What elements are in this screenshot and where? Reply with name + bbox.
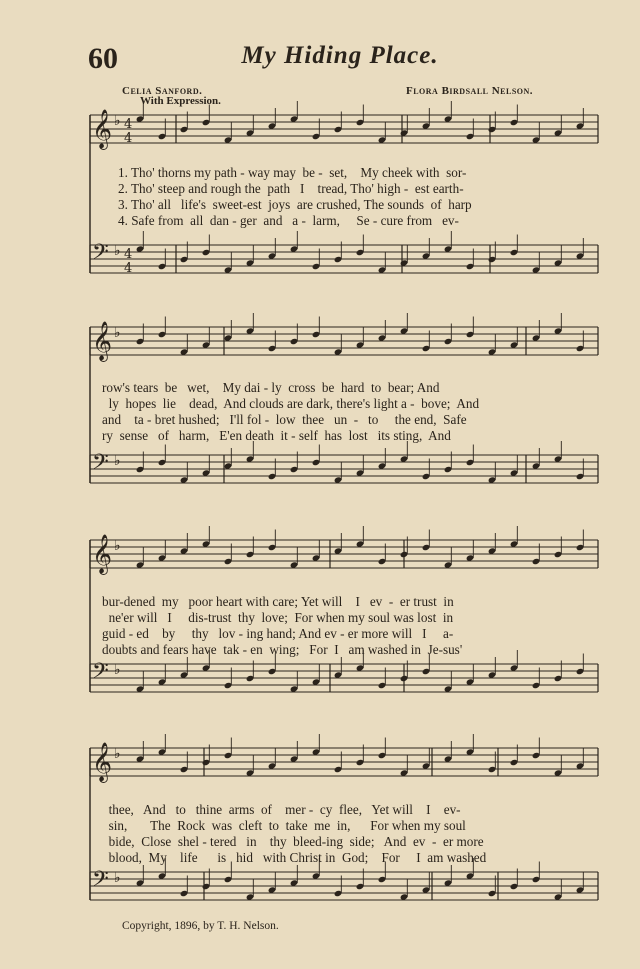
flat-icon: ♭ bbox=[114, 325, 121, 341]
treble-clef-icon: 𝄞 bbox=[92, 109, 113, 149]
bass-clef-icon: 𝄢 bbox=[92, 867, 109, 897]
lyric-verse-2: sin, The Rock was cleft to take me in, For when my soul bbox=[102, 818, 466, 833]
lyric-verse-4: blood, My life is hid with Christ in God; For I am washed bbox=[102, 850, 487, 865]
bass-clef-icon: 𝄢 bbox=[92, 659, 109, 689]
lyric-verse-2: ly hopes lie dead, And clouds are dark, there's light a - bove; And bbox=[102, 396, 480, 411]
flat-icon: ♭ bbox=[114, 453, 121, 469]
lyric-verse-1: row's tears be wet, My dai - ly cross be hard to bear; And bbox=[102, 380, 440, 395]
lyric-verse-2: ne'er will I dis-trust thy love; For when my soul was lost in bbox=[102, 610, 454, 625]
lyric-verse-4: doubts and fears have tak - en wing; For I am washed in Je-sus' bbox=[102, 642, 463, 657]
lyric-verse-4: ry sense of harm, E'en death it - self has lost its sting, And bbox=[102, 428, 451, 443]
copyright-notice: Copyright, 1896, by T. H. Nelson. bbox=[122, 920, 279, 932]
hymn-title: My Hiding Place. bbox=[241, 42, 439, 69]
bass-clef-icon: 𝄢 bbox=[92, 450, 109, 480]
lyric-verse-3: and ta - bret hushed; I'll fol - low thee un - to the end, Safe bbox=[102, 412, 467, 427]
flat-icon: ♭ bbox=[114, 113, 121, 129]
time-signature: 4 bbox=[124, 247, 133, 262]
lyric-verse-1: thee, And to thine arms of mer - cy flee, Yet will I ev- bbox=[102, 802, 461, 817]
treble-clef-icon: 𝄞 bbox=[92, 742, 113, 782]
treble-clef-icon: 𝄞 bbox=[92, 534, 113, 574]
treble-clef-icon: 𝄞 bbox=[92, 321, 113, 361]
lyricist-credit: Celia Sanford. bbox=[122, 85, 203, 97]
lyric-verse-3: bide, Close shel - tered in thy bleed-ing side; And ev - er more bbox=[102, 834, 484, 849]
lyric-verse-1: bur-dened my poor heart with care; Yet will I ev - er trust in bbox=[102, 594, 454, 609]
lyric-verse-3: 3. Tho' all life's sweet-est joys are crushed, The sounds of harp bbox=[118, 197, 472, 212]
flat-icon: ♭ bbox=[114, 870, 121, 886]
lyric-verse-1: 1. Tho' thorns my path - way may be - set, My cheek with sor- bbox=[118, 165, 467, 180]
lyric-verse-3: guid - ed by thy lov - ing hand; And ev - er more will I a- bbox=[102, 626, 454, 641]
flat-icon: ♭ bbox=[114, 538, 121, 554]
time-signature: 4 bbox=[124, 117, 133, 132]
flat-icon: ♭ bbox=[114, 243, 121, 259]
lyric-verse-4: 4. Safe from all dan - ger and a - larm, Se - cure from ev- bbox=[118, 213, 459, 228]
lyric-verse-2: 2. Tho' steep and rough the path I tread, Tho' high - est earth- bbox=[118, 181, 464, 196]
flat-icon: ♭ bbox=[114, 662, 121, 678]
composer-credit: Flora Birdsall Nelson. bbox=[406, 85, 534, 97]
time-signature: 4 bbox=[124, 131, 133, 146]
flat-icon: ♭ bbox=[114, 746, 121, 762]
tempo-marking: With Expression. bbox=[140, 95, 221, 107]
page-number: 60 bbox=[88, 42, 118, 75]
time-signature: 4 bbox=[124, 261, 133, 276]
bass-clef-icon: 𝄢 bbox=[92, 240, 109, 270]
